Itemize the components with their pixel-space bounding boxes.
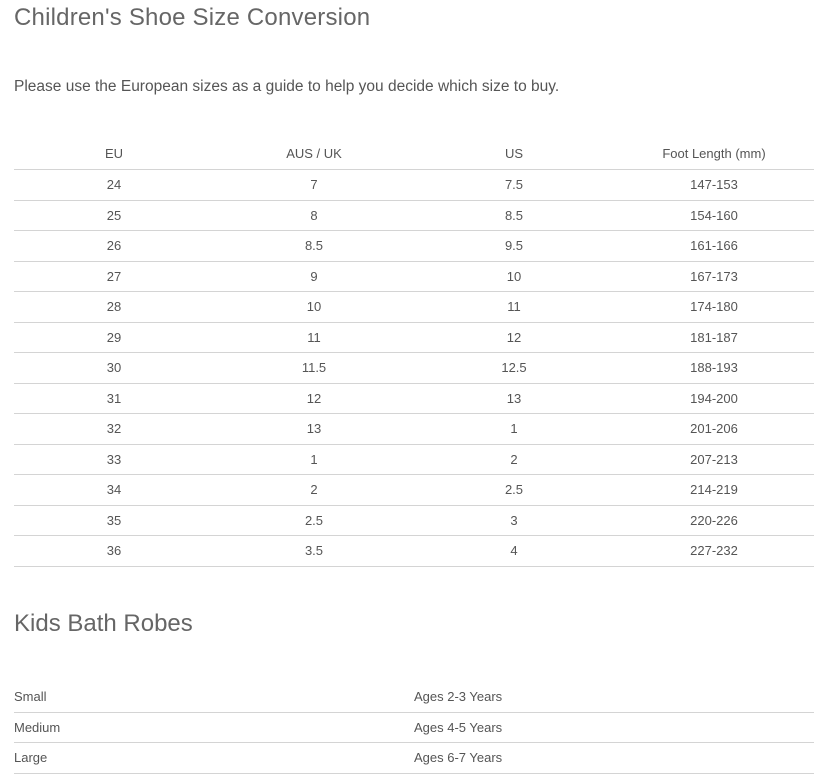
cell-us: 9.5	[414, 231, 614, 262]
table-row	[14, 200, 814, 231]
cell-foot-length: 220-226	[614, 505, 814, 536]
table-row	[14, 475, 814, 506]
cell-us: 13	[414, 383, 614, 414]
cell-aus-uk: 7	[214, 170, 414, 201]
table-row	[14, 353, 814, 384]
table-row	[14, 712, 814, 743]
cell-us: 4	[414, 536, 614, 567]
table-row	[14, 743, 814, 774]
table-header-row	[14, 138, 814, 170]
cell-eu: 36	[14, 536, 214, 567]
table-row	[14, 536, 814, 567]
cell-aus-uk: 2.5	[214, 505, 414, 536]
intro-text: Please use the European sizes as a guide to help you decide which size to buy.	[14, 78, 560, 95]
cell-eu: 32	[14, 414, 214, 445]
cell-eu: 28	[14, 292, 214, 323]
cell-us: 12	[414, 322, 614, 353]
cell-us: 2	[414, 444, 614, 475]
cell-us: 12.5	[414, 353, 614, 384]
cell-eu: 33	[14, 444, 214, 475]
cell-aus-uk: 8.5	[214, 231, 414, 262]
table-row	[14, 682, 814, 712]
cell-aus-uk: 2	[214, 475, 414, 506]
cell-foot-length: 154-160	[614, 200, 814, 231]
header-foot-length: Foot Length (mm)	[614, 138, 814, 170]
cell-aus-uk: 13	[214, 414, 414, 445]
cell-eu: 29	[14, 322, 214, 353]
bath-robe-table	[14, 682, 814, 774]
cell-aus-uk: 10	[214, 292, 414, 323]
cell-aus-uk: 8	[214, 200, 414, 231]
cell-aus-uk: 12	[214, 383, 414, 414]
cell-robe-size: Small	[14, 682, 414, 712]
header-us: US	[414, 138, 614, 170]
table-row	[14, 444, 814, 475]
cell-us: 10	[414, 261, 614, 292]
cell-foot-length: 167-173	[614, 261, 814, 292]
cell-eu: 27	[14, 261, 214, 292]
cell-us: 7.5	[414, 170, 614, 201]
cell-foot-length: 174-180	[614, 292, 814, 323]
cell-us: 11	[414, 292, 614, 323]
table-row	[14, 231, 814, 262]
cell-eu: 31	[14, 383, 214, 414]
robe-section-title: Kids Bath Robes	[14, 610, 193, 637]
cell-foot-length: 188-193	[614, 353, 814, 384]
cell-aus-uk: 1	[214, 444, 414, 475]
cell-eu: 26	[14, 231, 214, 262]
table-row	[14, 414, 814, 445]
cell-foot-length: 194-200	[614, 383, 814, 414]
cell-robe-age: Ages 6-7 Years	[414, 743, 814, 774]
cell-robe-size: Medium	[14, 712, 414, 743]
cell-eu: 30	[14, 353, 214, 384]
cell-robe-age: Ages 2-3 Years	[414, 682, 814, 712]
table-row	[14, 383, 814, 414]
cell-foot-length: 147-153	[614, 170, 814, 201]
table-row	[14, 505, 814, 536]
cell-eu: 25	[14, 200, 214, 231]
cell-us: 1	[414, 414, 614, 445]
cell-aus-uk: 11	[214, 322, 414, 353]
cell-aus-uk: 9	[214, 261, 414, 292]
table-row	[14, 261, 814, 292]
cell-foot-length: 181-187	[614, 322, 814, 353]
page-title: Children's Shoe Size Conversion	[14, 4, 371, 31]
cell-us: 8.5	[414, 200, 614, 231]
cell-foot-length: 214-219	[614, 475, 814, 506]
cell-us: 2.5	[414, 475, 614, 506]
table-row	[14, 292, 814, 323]
cell-robe-size: Large	[14, 743, 414, 774]
cell-us: 3	[414, 505, 614, 536]
cell-foot-length: 161-166	[614, 231, 814, 262]
header-eu: EU	[14, 138, 214, 170]
cell-aus-uk: 3.5	[214, 536, 414, 567]
cell-foot-length: 227-232	[614, 536, 814, 567]
cell-aus-uk: 11.5	[214, 353, 414, 384]
cell-eu: 34	[14, 475, 214, 506]
table-row	[14, 322, 814, 353]
shoe-size-table	[14, 138, 814, 567]
cell-eu: 35	[14, 505, 214, 536]
cell-robe-age: Ages 4-5 Years	[414, 712, 814, 743]
header-aus-uk: AUS / UK	[214, 138, 414, 170]
cell-foot-length: 201-206	[614, 414, 814, 445]
table-row	[14, 170, 814, 201]
cell-eu: 24	[14, 170, 214, 201]
cell-foot-length: 207-213	[614, 444, 814, 475]
